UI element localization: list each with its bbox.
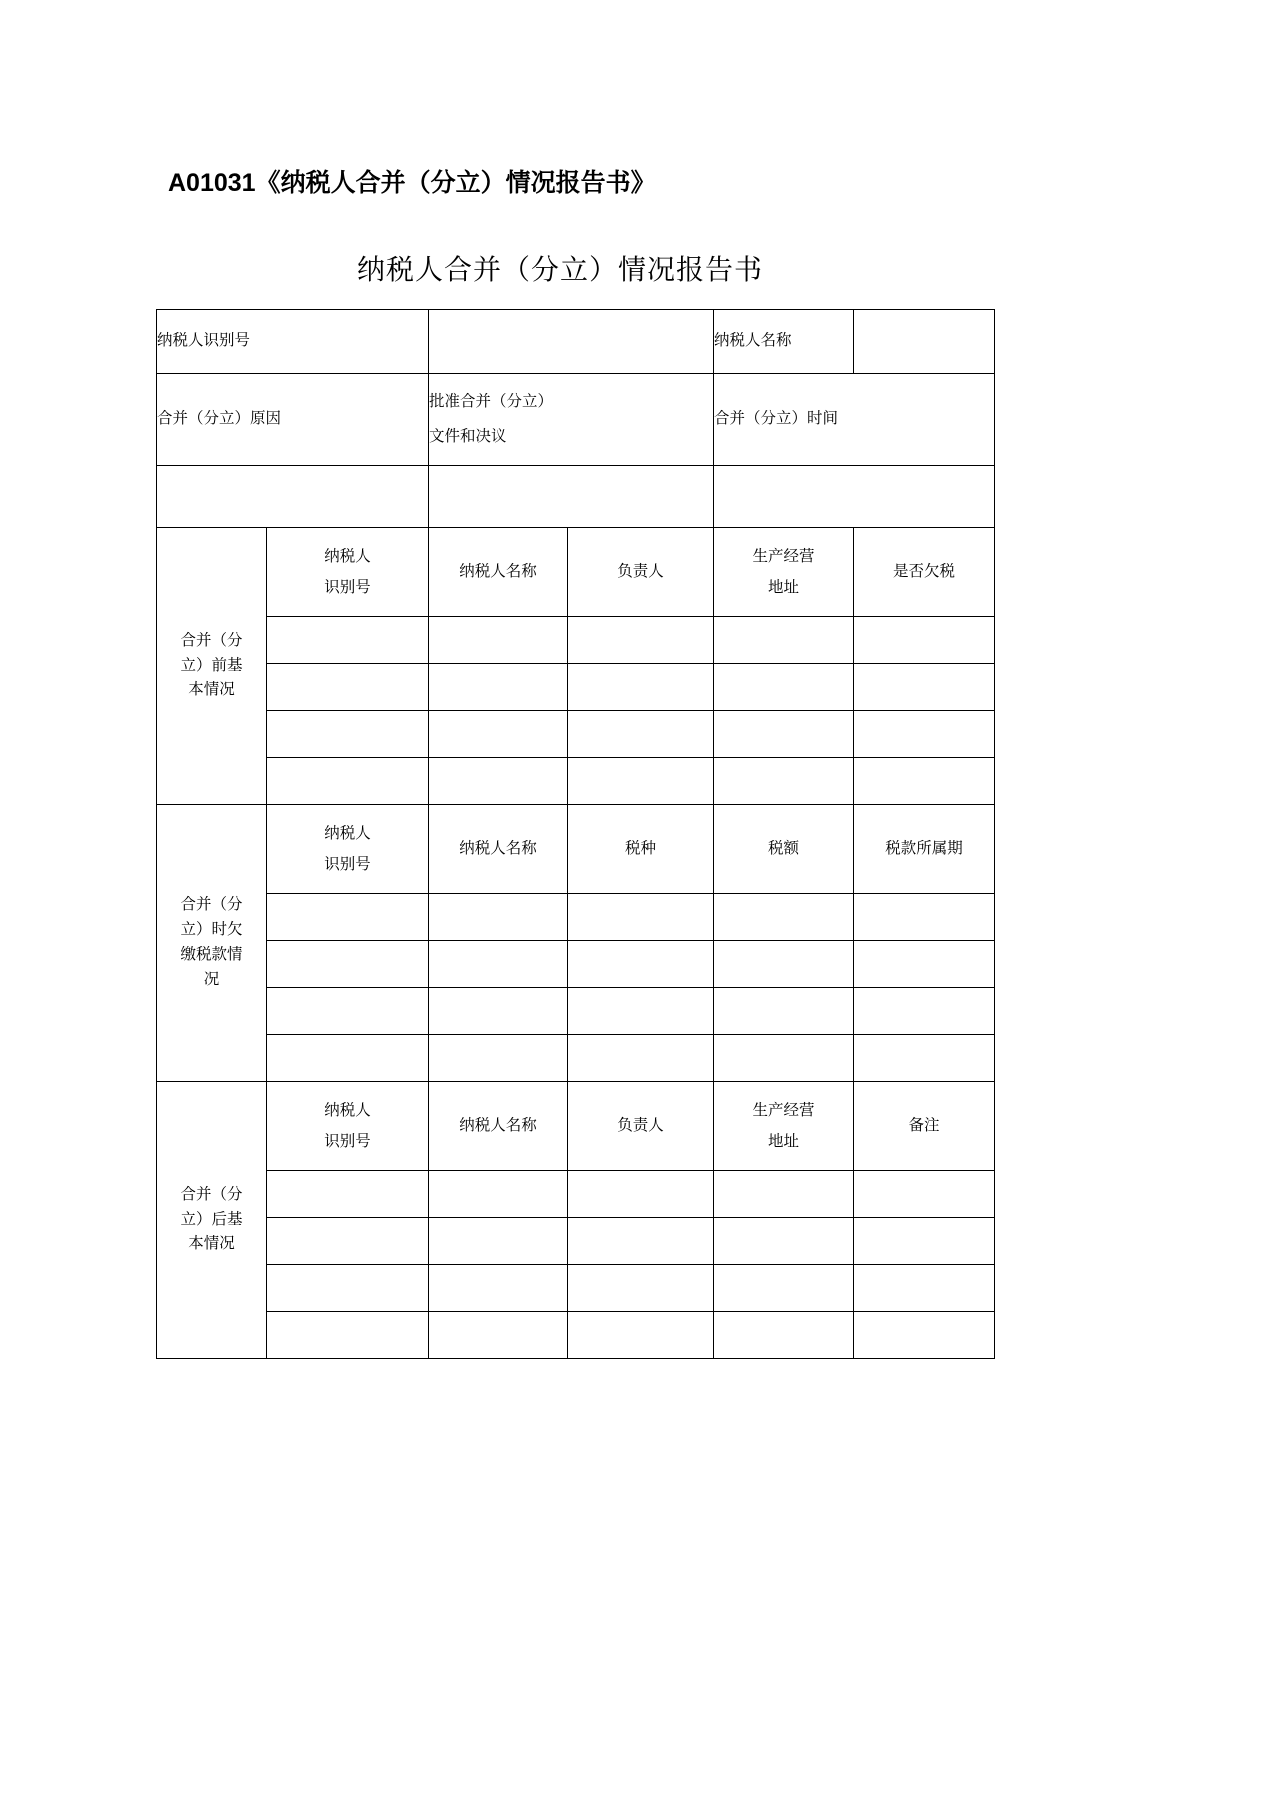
cell-responsible-person[interactable] xyxy=(568,1265,714,1312)
cell-taxpayer-id[interactable] xyxy=(267,1265,429,1312)
section-arrears-label xyxy=(157,805,267,1082)
col-header-taxpayer-id xyxy=(267,528,429,617)
cell-tax-type[interactable] xyxy=(568,894,714,941)
col-header-business-address-line-1: 地址 xyxy=(768,1133,800,1150)
table-row xyxy=(157,1171,995,1218)
cell-tax-period[interactable] xyxy=(854,1035,995,1082)
table-row xyxy=(157,1265,995,1312)
cell-remarks[interactable] xyxy=(854,1312,995,1359)
table-row xyxy=(157,711,995,758)
cell-remarks[interactable] xyxy=(854,1265,995,1312)
approval-document-label-line2: 文件和决议 xyxy=(429,427,507,445)
cell-taxpayer-id[interactable] xyxy=(267,664,429,711)
col-header-taxpayer-id-line-0: 纳税人 xyxy=(324,825,371,842)
col-header-taxpayer-id-line-0: 纳税人 xyxy=(324,548,371,565)
page-title: 纳税人合并（分立）情况报告书 xyxy=(356,255,763,286)
col-header-taxpayer-id-line-1: 识别号 xyxy=(324,1133,371,1150)
cell-taxpayer-name[interactable] xyxy=(429,894,568,941)
section-before-label-line-1: 立）前基 xyxy=(180,656,243,674)
cell-business-address[interactable] xyxy=(714,758,854,805)
section-before-label-line-2: 本情况 xyxy=(188,681,235,699)
cell-responsible-person[interactable] xyxy=(568,617,714,664)
cell-taxpayer-name[interactable] xyxy=(429,664,568,711)
col-header-taxpayer-id-line-1: 识别号 xyxy=(324,856,371,873)
section-arrears-label-line-1: 立）时欠 xyxy=(180,921,243,939)
cell-responsible-person[interactable] xyxy=(568,711,714,758)
table-row xyxy=(157,758,995,805)
taxpayer-name-value[interactable] xyxy=(854,310,995,374)
section-before-header-row xyxy=(157,528,995,617)
cell-tax-arrears[interactable] xyxy=(854,758,995,805)
cell-tax-arrears[interactable] xyxy=(854,617,995,664)
merger-time-label: 合并（分立）时间 xyxy=(714,374,995,466)
cell-tax-amount[interactable] xyxy=(714,1035,854,1082)
cell-tax-arrears[interactable] xyxy=(854,664,995,711)
col-header-taxpayer-name: 纳税人名称 xyxy=(429,528,568,617)
cell-taxpayer-id[interactable] xyxy=(267,1218,429,1265)
cell-taxpayer-name[interactable] xyxy=(429,1312,568,1359)
cell-taxpayer-id[interactable] xyxy=(267,988,429,1035)
merger-reason-label: 合并（分立）原因 xyxy=(157,374,429,466)
cell-taxpayer-name[interactable] xyxy=(429,988,568,1035)
col-header-business-address-line-0: 生产经营 xyxy=(752,1102,815,1119)
cell-business-address[interactable] xyxy=(714,1171,854,1218)
table-row xyxy=(157,988,995,1035)
col-header-taxpayer-id-line-1: 识别号 xyxy=(324,579,371,596)
cell-taxpayer-id[interactable] xyxy=(267,711,429,758)
section-after-label-line-1: 立）后基 xyxy=(180,1210,243,1228)
section-before-label-line-0: 合并（分 xyxy=(180,631,243,649)
cell-taxpayer-id[interactable] xyxy=(267,1171,429,1218)
col-header-tax-arrears: 是否欠税 xyxy=(854,528,995,617)
col-header-business-address-line-0: 生产经营 xyxy=(752,548,815,565)
table-row xyxy=(157,1218,995,1265)
cell-taxpayer-id[interactable] xyxy=(267,617,429,664)
cell-taxpayer-name[interactable] xyxy=(429,1171,568,1218)
col-header-business-address xyxy=(714,528,854,617)
cell-taxpayer-name[interactable] xyxy=(429,711,568,758)
section-after-label-line-2: 本情况 xyxy=(188,1235,235,1253)
cell-responsible-person[interactable] xyxy=(568,1218,714,1265)
cell-remarks[interactable] xyxy=(854,1218,995,1265)
approval-document-label-line1: 批准合并（分立） xyxy=(429,393,554,411)
merger-time-value[interactable] xyxy=(714,466,995,528)
approval-document-value[interactable] xyxy=(429,466,714,528)
cell-taxpayer-id[interactable] xyxy=(267,758,429,805)
section-before-label xyxy=(157,528,267,805)
cell-business-address[interactable] xyxy=(714,1218,854,1265)
col-header-taxpayer-id-line-0: 纳税人 xyxy=(324,1102,371,1119)
table-row-reason-values xyxy=(157,466,995,528)
cell-taxpayer-name[interactable] xyxy=(429,1218,568,1265)
cell-taxpayer-name[interactable] xyxy=(429,758,568,805)
section-arrears-label-line-2: 缴税款情 xyxy=(180,946,243,963)
col-header-responsible-person: 负责人 xyxy=(568,1082,714,1171)
section-after-label xyxy=(157,1082,267,1359)
col-header-tax-period: 税款所属期 xyxy=(854,805,995,894)
section-after-label-line-0: 合并（分 xyxy=(180,1185,243,1203)
cell-tax-amount[interactable] xyxy=(714,941,854,988)
cell-taxpayer-name[interactable] xyxy=(429,941,568,988)
cell-tax-period[interactable] xyxy=(854,988,995,1035)
col-header-taxpayer-id xyxy=(267,1082,429,1171)
section-after-header-row xyxy=(157,1082,995,1171)
col-header-remarks: 备注 xyxy=(854,1082,995,1171)
taxpayer-merger-report-table xyxy=(156,309,995,1359)
taxpayer-name-label: 纳税人名称 xyxy=(714,310,854,374)
col-header-taxpayer-id xyxy=(267,805,429,894)
section-arrears-label-line-3: 况 xyxy=(203,970,220,988)
cell-tax-type[interactable] xyxy=(568,988,714,1035)
document-heading: A01031《纳税人合并（分立）情况报告书》 xyxy=(168,169,656,197)
cell-responsible-person[interactable] xyxy=(568,1312,714,1359)
col-header-tax-amount: 税额 xyxy=(714,805,854,894)
table-row xyxy=(157,617,995,664)
table-row-reason-labels xyxy=(157,374,995,466)
cell-taxpayer-id[interactable] xyxy=(267,894,429,941)
cell-responsible-person[interactable] xyxy=(568,758,714,805)
section-arrears-label-line-0: 合并（分 xyxy=(180,896,243,914)
col-header-tax-type: 税种 xyxy=(568,805,714,894)
cell-tax-period[interactable] xyxy=(854,894,995,941)
col-header-business-address xyxy=(714,1082,854,1171)
cell-tax-amount[interactable] xyxy=(714,894,854,941)
cell-tax-amount[interactable] xyxy=(714,988,854,1035)
cell-tax-type[interactable] xyxy=(568,1035,714,1082)
table-row xyxy=(157,941,995,988)
section-arrears-header-row xyxy=(157,805,995,894)
cell-business-address[interactable] xyxy=(714,1312,854,1359)
col-header-business-address-line-1: 地址 xyxy=(768,579,800,596)
cell-taxpayer-name[interactable] xyxy=(429,617,568,664)
table-row-identity xyxy=(157,310,995,374)
table-row xyxy=(157,1035,995,1082)
taxpayer-id-value[interactable] xyxy=(429,310,714,374)
table-row xyxy=(157,894,995,941)
cell-taxpayer-name[interactable] xyxy=(429,1265,568,1312)
cell-business-address[interactable] xyxy=(714,711,854,758)
cell-remarks[interactable] xyxy=(854,1171,995,1218)
table-row xyxy=(157,664,995,711)
col-header-responsible-person: 负责人 xyxy=(568,528,714,617)
col-header-taxpayer-name: 纳税人名称 xyxy=(429,1082,568,1171)
cell-business-address[interactable] xyxy=(714,617,854,664)
cell-tax-arrears[interactable] xyxy=(854,711,995,758)
table-row xyxy=(157,1312,995,1359)
merger-reason-value[interactable] xyxy=(157,466,429,528)
taxpayer-id-label: 纳税人识别号 xyxy=(157,310,429,374)
approval-document-label xyxy=(429,374,714,466)
cell-tax-type[interactable] xyxy=(568,941,714,988)
cell-tax-period[interactable] xyxy=(854,941,995,988)
cell-taxpayer-id[interactable] xyxy=(267,1035,429,1082)
cell-responsible-person[interactable] xyxy=(568,664,714,711)
cell-responsible-person[interactable] xyxy=(568,1171,714,1218)
cell-taxpayer-name[interactable] xyxy=(429,1035,568,1082)
cell-business-address[interactable] xyxy=(714,1265,854,1312)
cell-business-address[interactable] xyxy=(714,664,854,711)
col-header-taxpayer-name: 纳税人名称 xyxy=(429,805,568,894)
cell-taxpayer-id[interactable] xyxy=(267,941,429,988)
cell-taxpayer-id[interactable] xyxy=(267,1312,429,1359)
